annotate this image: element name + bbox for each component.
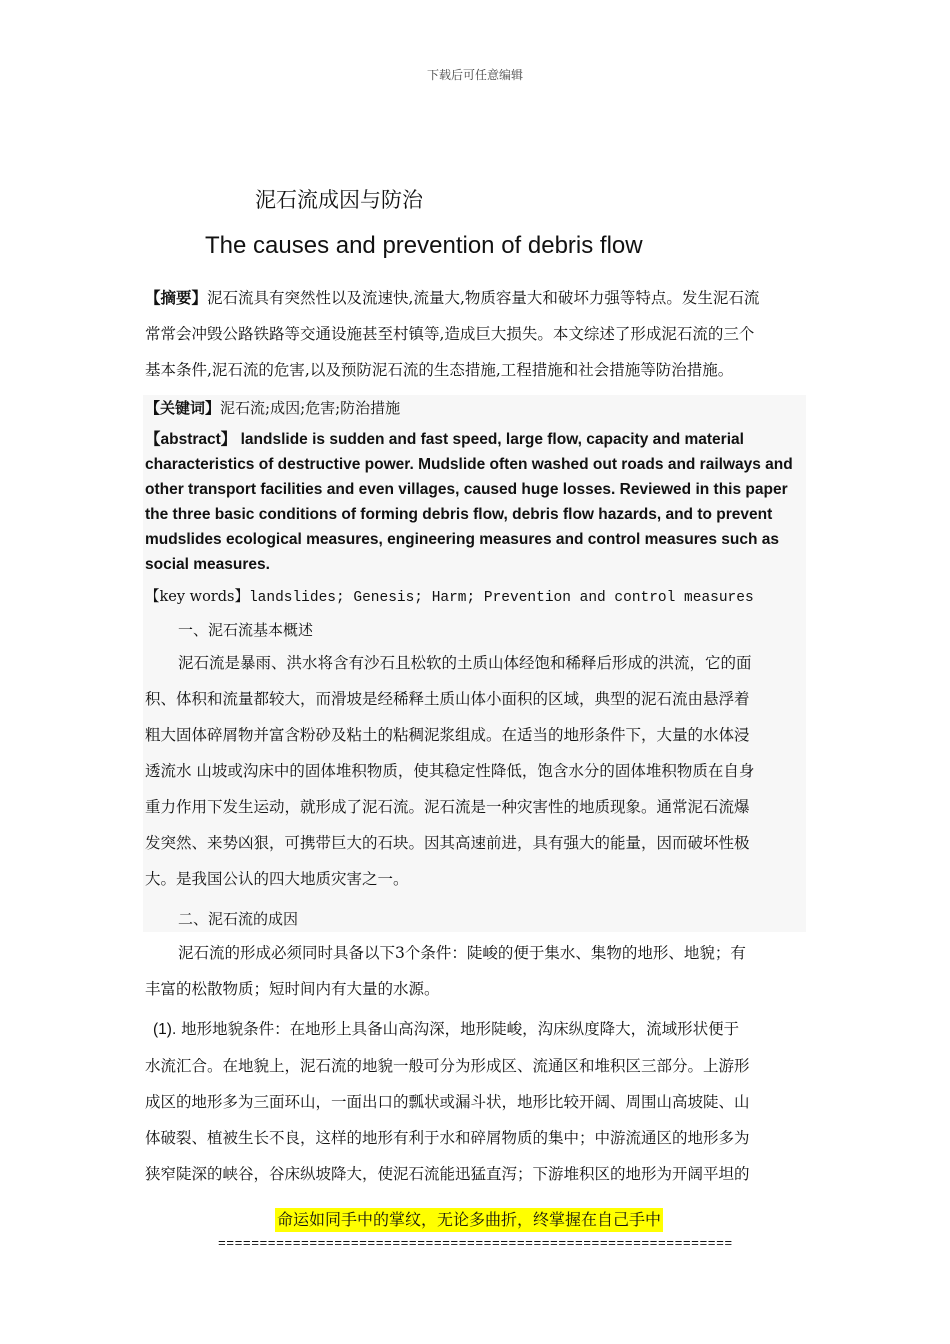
keywords-label: 【关键词】	[145, 399, 221, 417]
keywords-text: 泥石流;成因;危害;防治措施	[220, 399, 401, 417]
section2-item1	[145, 1011, 810, 1192]
section2-heading: 二、泥石流的成因	[178, 910, 299, 928]
item1-label: (1).	[153, 1021, 177, 1038]
section1-heading: 一、泥石流基本概述	[178, 621, 314, 639]
body-line: 狭窄陡深的峡谷，谷床纵坡降大，使泥石流能迅猛直泻；下游堆积区的地形为开阔平坦的	[145, 1165, 750, 1183]
abstract-line: 【摘要】泥石流具有突然性以及流速快,流量大,物质容量大和破坏力强等特点。发生泥石流	[145, 288, 760, 307]
body-line: 体破裂、植被生长不良，这样的地形有利于水和碎屑物质的集中；中游流通区的地形多为	[145, 1129, 750, 1147]
abstract-en-line: other transport facilities and even villages, caused huge losses. Reviewed in this paper	[145, 481, 788, 498]
abstract-en-line: 【abstract】 landslide is sudden and fast speed, large flow, capacity and material	[145, 431, 744, 448]
body-line: (1). 地形地貌条件：在地形上具备山高沟深，地形陡峻，沟床纵度降大，流域形状便于	[145, 1011, 810, 1048]
body-line: 丰富的松散物质；短时间内有大量的水源。	[145, 980, 440, 998]
abstract-chinese	[145, 280, 810, 388]
keywords-en-text: landslides; Genesis; Harm; Prevention and control measures	[248, 590, 754, 606]
body-line: 重力作用下发生运动，就形成了泥石流。泥石流是一种灾害性的地质现象。通常泥石流爆	[145, 798, 750, 816]
keywords-en-label: 【key words】	[145, 589, 249, 605]
header-note: 下载后可任意编辑	[426, 68, 523, 82]
abstract-en-label: 【abstract】	[145, 431, 237, 448]
abstract-line: 基本条件,泥石流的危害,以及预防泥石流的生态措施,工程措施和社会措施等防治措施。	[145, 361, 734, 379]
body-line: 成区的地形多为三面环山，一面出口的瓢状或漏斗状，地形比较开阔、周围山高坡陡、山	[145, 1093, 750, 1111]
section1-body	[145, 645, 810, 897]
abstract-en-line: the three basic conditions of forming debris flow, debris flow hazards, and to prevent	[145, 506, 773, 523]
abstract-en-line: social measures.	[145, 556, 270, 573]
keywords-english	[145, 585, 810, 610]
body-line: 水流汇合。在地貌上，泥石流的地貌一般可分为形成区、流通区和堆积区三部分。上游形	[145, 1057, 750, 1075]
title-chinese: 泥石流成因与防治	[255, 188, 423, 212]
body-line: 泥石流是暴雨、洪水将含有沙石且松软的土质山体经饱和稀释后形成的洪流，它的面	[178, 654, 752, 672]
abstract-english	[145, 427, 810, 577]
footer-motto: 命运如同手中的掌纹，无论多曲折，终掌握在自己手中	[275, 1208, 663, 1232]
body-line: 积、体积和流量都较大，而滑坡是经稀释土质山体小面积的区域，典型的泥石流由悬浮着	[145, 690, 750, 708]
body-line: 大。是我国公认的四大地质灾害之一。	[145, 870, 409, 888]
body-line: 泥石流的形成必须同时具备以下3个条件：陡峻的便于集水、集物的地形、地貌；有	[178, 944, 746, 962]
abstract-label: 【摘要】	[145, 288, 208, 307]
abstract-en-line: characteristics of destructive power. Mudslide often washed out roads and railways and	[145, 456, 793, 473]
keywords-chinese	[145, 394, 810, 422]
abstract-line: 常常会冲毁公路铁路等交通设施甚至村镇等,造成巨大损失。本文综述了形成泥石流的三个	[145, 325, 755, 343]
abstract-en-line: mudslides ecological measures, engineering measures and control measures such as	[145, 531, 780, 548]
body-line: 透流水 山坡或沟床中的固体堆积物质，使其稳定性降低，饱含水分的固体堆积物质在自身	[145, 762, 755, 780]
body-line: 发突然、来势凶狠，可携带巨大的石块。因其高速前进，具有强大的能量，因而破坏性极	[145, 834, 750, 852]
footer-rule: ==============================================================	[218, 1236, 733, 1251]
body-line: 粗大固体碎屑物并富含粉砂及粘土的粘稠泥浆组成。在适当的地形条件下，大量的水体浸	[145, 726, 750, 744]
title-english: The causes and prevention of debris flow	[205, 232, 643, 259]
section2-intro	[145, 935, 810, 1007]
